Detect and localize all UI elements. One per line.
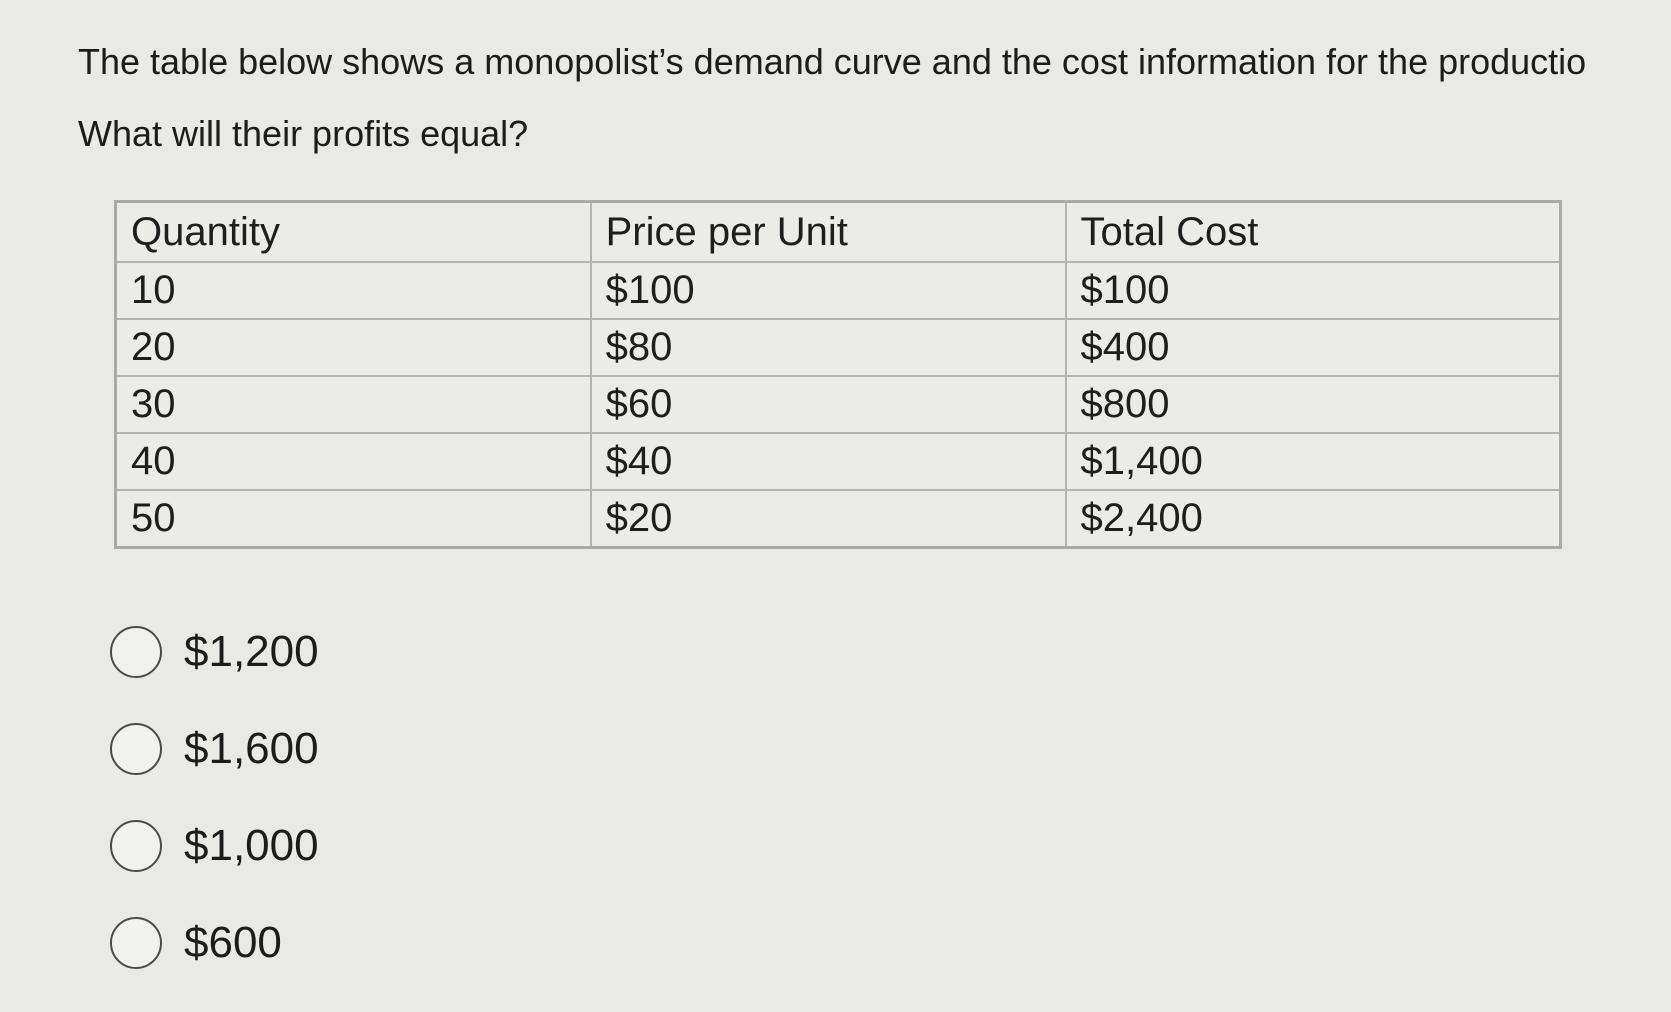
answer-option[interactable]: [110, 620, 319, 684]
radio-button[interactable]: [110, 820, 162, 872]
price-cell: $40: [591, 433, 1066, 490]
price-cell: $80: [591, 319, 1066, 376]
total-cost-cell: $2,400: [1066, 490, 1561, 548]
answer-option-label: $1,600: [184, 724, 319, 773]
total-cost-cell: $100: [1066, 262, 1561, 319]
header-total-cost: Total Cost: [1066, 202, 1561, 263]
total-cost-cell: $1,400: [1066, 433, 1561, 490]
question-text: [78, 26, 1671, 170]
quantity-cell: 10: [116, 262, 591, 319]
radio-button[interactable]: [110, 626, 162, 678]
answer-option[interactable]: [110, 717, 319, 781]
radio-button[interactable]: [110, 917, 162, 969]
table-row: [116, 262, 1561, 319]
table-row: [116, 376, 1561, 433]
answer-options: [110, 620, 319, 1008]
table-row: [116, 319, 1561, 376]
cost-table: [114, 200, 1562, 549]
header-quantity: Quantity: [116, 202, 591, 263]
price-cell: $60: [591, 376, 1066, 433]
question-line-1: The table below shows a monopolist’s demand curve and the cost information for the productio: [78, 41, 1587, 82]
answer-option-label: $1,200: [184, 627, 319, 676]
radio-button[interactable]: [110, 723, 162, 775]
answer-option[interactable]: [110, 911, 319, 975]
price-cell: $20: [591, 490, 1066, 548]
total-cost-cell: $400: [1066, 319, 1561, 376]
price-cell: $100: [591, 262, 1066, 319]
quantity-cell: 40: [116, 433, 591, 490]
total-cost-cell: $800: [1066, 376, 1561, 433]
answer-option-label: $1,000: [184, 821, 319, 870]
table-header-row: [116, 202, 1561, 263]
quantity-cell: 50: [116, 490, 591, 548]
table-row: [116, 433, 1561, 490]
quantity-cell: 30: [116, 376, 591, 433]
table-row: [116, 490, 1561, 548]
header-price-per-unit: Price per Unit: [591, 202, 1066, 263]
question-line-2: What will their profits equal?: [78, 113, 529, 154]
answer-option[interactable]: [110, 814, 319, 878]
answer-option-label: $600: [184, 918, 282, 967]
quantity-cell: 20: [116, 319, 591, 376]
